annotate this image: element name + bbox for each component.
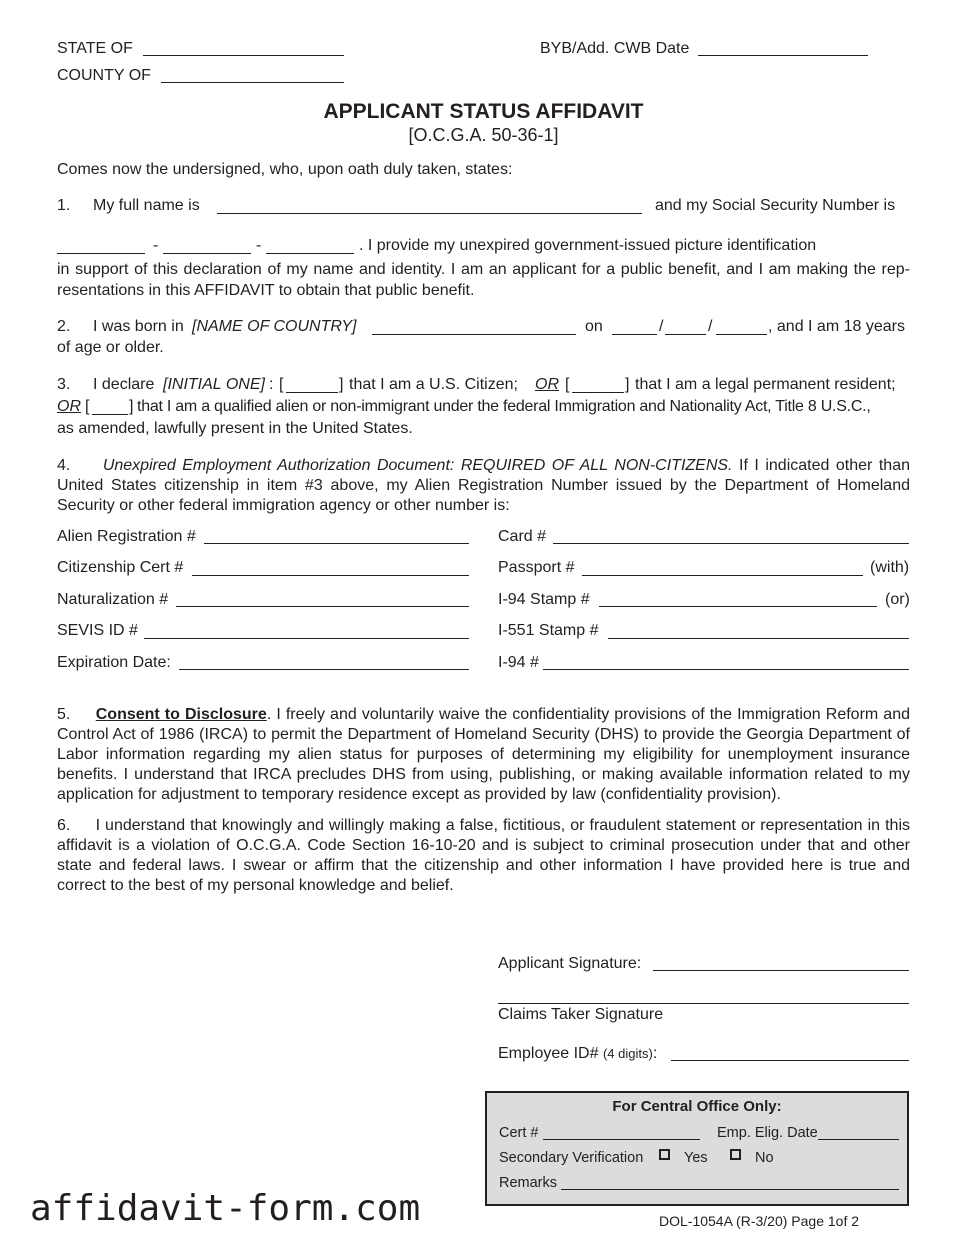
initial-citizen-field[interactable]	[286, 392, 338, 393]
i94-stamp-label: I-94 Stamp #	[498, 591, 590, 608]
employee-id-field[interactable]	[671, 1060, 909, 1061]
remarks-label: Remarks	[499, 1175, 558, 1191]
item2-age-text: , and I am 18 years	[768, 318, 905, 335]
item1-name-label: My full name is	[93, 197, 200, 214]
naturalization-label: Naturalization #	[57, 591, 169, 608]
or-text-2: OR	[57, 398, 81, 415]
claims-taker-signature-field[interactable]	[498, 1003, 909, 1004]
item3-initial-one: [INITIAL ONE]	[163, 376, 265, 393]
county-label: COUNTY OF	[57, 67, 151, 84]
ssn-part1-field[interactable]	[57, 253, 145, 254]
birth-year-field[interactable]	[716, 334, 767, 335]
sevis-id-field[interactable]	[144, 638, 469, 639]
remarks-field[interactable]	[561, 1189, 899, 1190]
item1-continuation: in support of this declaration of my name and identity. I am an applicant for a public benefit, and I am making the rep-resentations in this AFFIDAVIT to obtain that public benefit.	[57, 261, 910, 299]
card-field[interactable]	[553, 543, 909, 544]
item5-number: 5.	[57, 706, 71, 723]
sevis-id-label: SEVIS ID #	[57, 622, 138, 639]
citizenship-cert-label: Citizenship Cert #	[57, 559, 184, 576]
bracket-open-1: [	[279, 376, 284, 393]
byb-date-field[interactable]	[698, 55, 868, 56]
item2-on-label: on	[585, 318, 603, 335]
employee-id-label	[498, 1045, 657, 1063]
county-field[interactable]	[161, 82, 344, 83]
item4-lead: Unexpired Employment Authorization Document: REQUIRED OF ALL NON-CITIZENS.	[102, 457, 733, 474]
item4-paragraph	[57, 456, 910, 516]
i551-stamp-label: I-551 Stamp #	[498, 622, 599, 639]
footer-form-id: DOL-1054A (R-3/20) Page 1of 2	[659, 1213, 860, 1229]
birth-month-field[interactable]	[612, 334, 657, 335]
employee-id-colon: :	[652, 1045, 658, 1062]
passport-field[interactable]	[582, 575, 863, 576]
item1-id-text: . I provide my unexpired government-issued picture identification	[359, 237, 817, 254]
i551-stamp-field[interactable]	[608, 638, 909, 639]
emp-elig-date-field[interactable]	[818, 1139, 899, 1140]
cert-label: Cert #	[499, 1125, 539, 1141]
item3-number: 3.	[57, 376, 71, 393]
bracket-close-2: ]	[625, 376, 630, 393]
watermark: affidavit-form.com	[30, 1188, 421, 1229]
ssn-dash-1: -	[153, 237, 159, 254]
applicant-signature-label: Applicant Signature:	[498, 955, 642, 972]
central-office-title: For Central Office Only:	[612, 1098, 782, 1115]
bracket-close-1: ]	[339, 376, 344, 393]
item6-number: 6.	[57, 817, 71, 834]
alien-registration-label: Alien Registration #	[57, 528, 196, 545]
state-field[interactable]	[143, 55, 344, 56]
page-subtitle: [O.C.G.A. 50-36-1]	[408, 125, 559, 145]
country-placeholder: [NAME OF COUNTRY]	[192, 318, 357, 335]
item5-paragraph	[57, 705, 910, 805]
date-slash-2: /	[708, 318, 713, 335]
consent-heading: Consent to Disclosure	[95, 706, 267, 723]
i94-label: I-94 #	[498, 654, 539, 671]
i94-field[interactable]	[543, 669, 909, 670]
expiration-date-field[interactable]	[179, 669, 469, 670]
state-label: STATE OF	[57, 40, 133, 57]
employee-id-text: Employee ID#	[498, 1045, 599, 1062]
birth-day-field[interactable]	[665, 334, 706, 335]
yes-label: Yes	[684, 1150, 708, 1166]
claims-taker-signature-label: Claims Taker Signature	[498, 1006, 664, 1023]
item2-continuation: of age or older.	[57, 339, 164, 356]
resident-option-text: that I am a legal permanent resident;	[635, 376, 896, 393]
ssn-dash-2: -	[256, 237, 262, 254]
ssn-part3-field[interactable]	[266, 253, 354, 254]
i94-stamp-field[interactable]	[599, 606, 877, 607]
citizen-option-text: that I am a U.S. Citizen;	[349, 376, 518, 393]
page-title: APPLICANT STATUS AFFIDAVIT	[323, 100, 644, 123]
date-slash-1: /	[659, 318, 664, 335]
alien-registration-field[interactable]	[204, 543, 469, 544]
item4-text: If I indicated other than United States citizenship in item #3 above, my Alien Registration Number issued by the Department of Homeland Security or other federal immigration agency or other number is:	[57, 457, 910, 514]
intro-text: Comes now the undersigned, who, upon oath duly taken, states:	[57, 161, 513, 178]
item1-number: 1.	[57, 197, 71, 214]
or-text-1: OR	[535, 376, 559, 393]
emp-elig-date-label: Emp. Elig. Date	[717, 1125, 818, 1141]
item6-text: I understand that knowingly and willingly making a false, fictitious, or fraudulent statement or representation in this affidavit is a violation of O.C.G.A. Code Section 16-10-20 and is subject to criminal prosecution under that and other state and federal laws. I swear or affirm that the citizenship and other information I have provided here is true and correct to the best of my personal knowledge and belief.	[57, 817, 910, 894]
no-checkbox[interactable]	[730, 1149, 741, 1160]
bracket-close-3: ]	[129, 398, 134, 415]
item3-colon: :	[269, 376, 274, 393]
card-label: Card #	[498, 528, 547, 545]
byb-label: BYB/Add. CWB Date	[540, 40, 690, 57]
item3-continuation: as amended, lawfully present in the United States.	[57, 420, 413, 437]
full-name-field[interactable]	[217, 213, 642, 214]
applicant-signature-field[interactable]	[653, 970, 909, 971]
or-suffix: (or)	[885, 591, 910, 608]
bracket-open-2: [	[565, 376, 570, 393]
item2-born-label: I was born in	[93, 318, 184, 335]
no-label: No	[755, 1150, 774, 1166]
item2-number: 2.	[57, 318, 71, 335]
item5-text: . I freely and voluntarily waive the confidentiality provisions of the Immigration Reform and Control Act of 1986 (IRCA) to permit the Department of Homeland Security (DHS) to provide the Georgia Department of Labor information regarding my alien status for purposes of determining my eligibility for unemployment insurance benefits. I understand that IRCA precludes DHS from using, publishing, or making available information related to my application for adjustment to temporary residence except as provided by law (confidentiality provision).	[57, 706, 910, 803]
bracket-open-3: [	[85, 398, 90, 415]
passport-label: Passport #	[498, 559, 575, 576]
with-suffix: (with)	[870, 559, 910, 576]
secondary-verification-label: Secondary Verification	[499, 1150, 644, 1166]
yes-checkbox[interactable]	[659, 1149, 670, 1160]
item6-paragraph	[57, 816, 910, 896]
citizenship-cert-field[interactable]	[192, 575, 469, 576]
ssn-part2-field[interactable]	[163, 253, 251, 254]
initial-resident-field[interactable]	[572, 392, 624, 393]
employee-id-note: (4 digits)	[602, 1046, 653, 1061]
item1-ssn-label: and my Social Security Number is	[655, 197, 896, 214]
initial-alien-field[interactable]	[92, 414, 128, 415]
item3-declare: I declare	[93, 376, 155, 393]
alien-option-text: that I am a qualified alien or non-immigrant under the federal Immigration and Nationality Act, Title 8 U.S.C.,	[137, 398, 871, 415]
cert-field[interactable]	[543, 1139, 700, 1140]
expiration-date-label: Expiration Date:	[57, 654, 171, 671]
item4-number: 4.	[57, 457, 71, 474]
country-field[interactable]	[372, 334, 576, 335]
naturalization-field[interactable]	[176, 606, 469, 607]
